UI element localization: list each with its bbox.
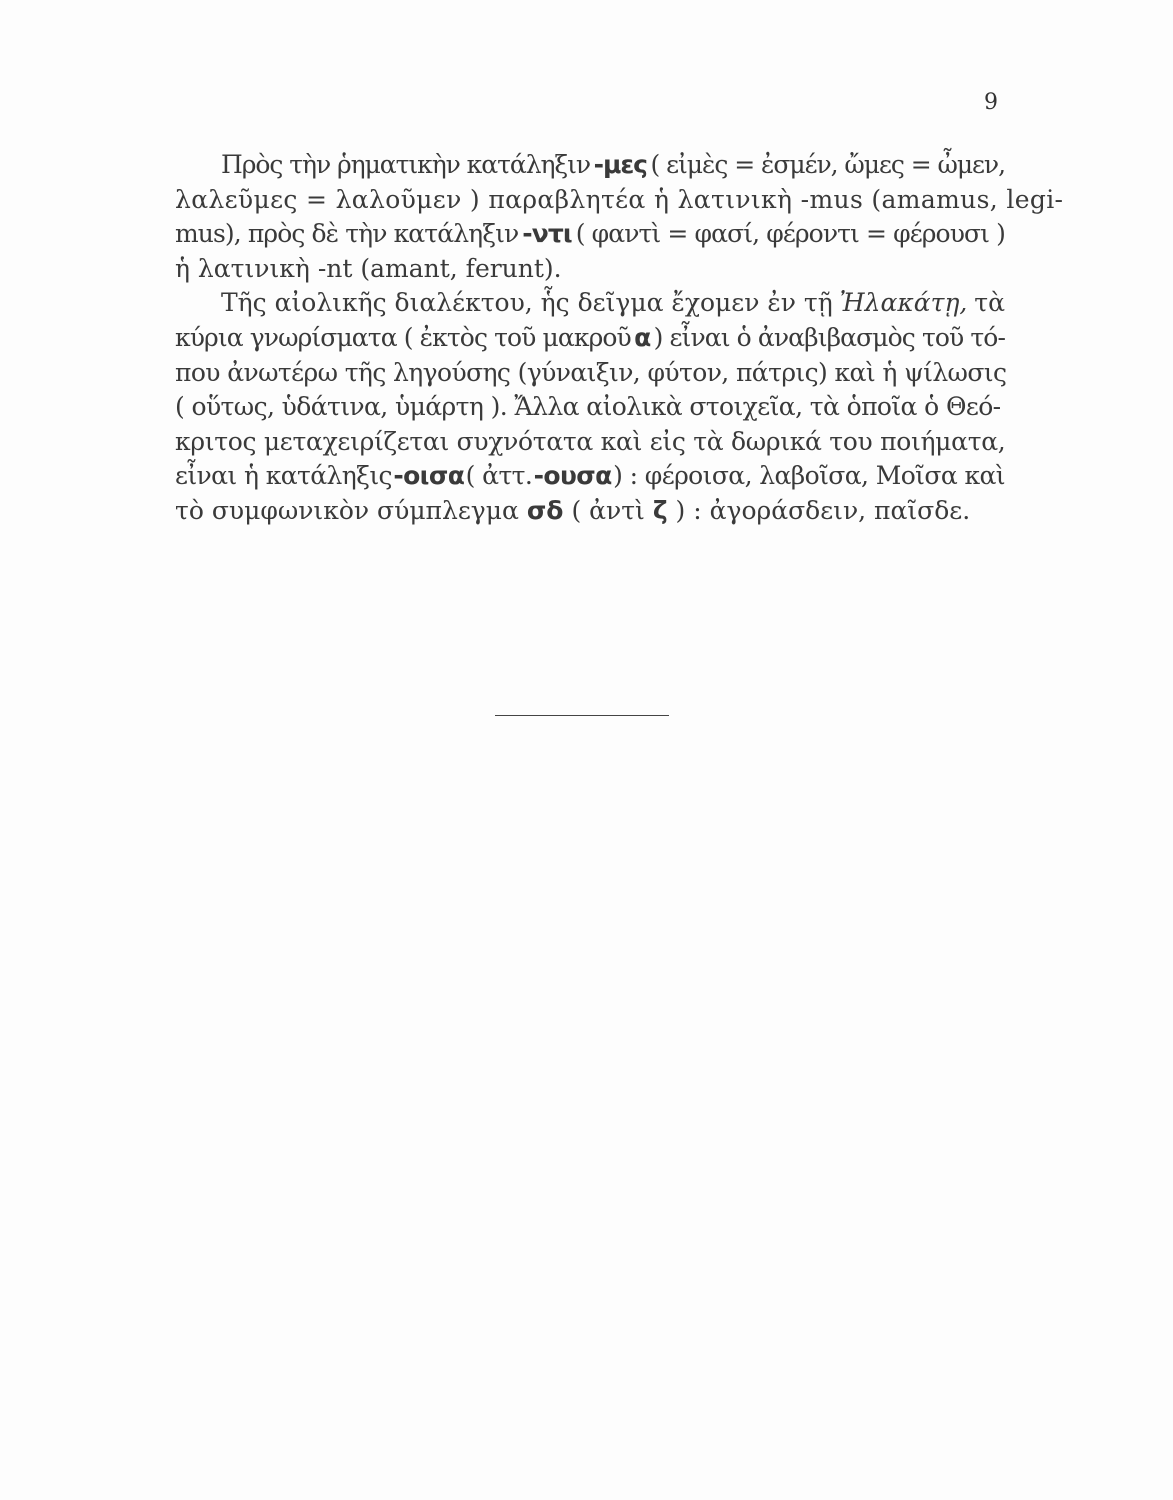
- italic-title: Ἠλακάτῃ,: [839, 288, 968, 318]
- section-divider: [495, 715, 669, 716]
- bold-cluster: σδ: [526, 495, 564, 525]
- p1-line-1: [175, 148, 1005, 183]
- text-run: τὰ: [974, 288, 1005, 318]
- text-run: κριτος μεταχειρίζεται συχνότατα καὶ εἰς τὰ δωρικά του ποιήματα,: [175, 426, 1006, 456]
- bold-ending: -ουσα: [533, 461, 612, 491]
- bold-ending: -ντι: [522, 219, 572, 249]
- p2-line-3: [175, 356, 1005, 391]
- text-run: ) εἶναι ὁ ἀναβιβασμὸς τοῦ τό-: [653, 322, 1005, 352]
- p2-line-7: [175, 494, 1005, 529]
- text-run: ) : φέροισα, λαβοῖσα, Μοῖσα καὶ: [613, 461, 1005, 491]
- p1-line-3: [175, 217, 1005, 252]
- text-run: τὸ συμφωνικὸν σύμπλεγμα: [175, 495, 519, 525]
- text-run: εἶναι ἡ κατάληξις: [175, 461, 392, 491]
- text-run: ( φαντὶ = φασί, φέροντι = φέρουσι ): [575, 219, 1005, 249]
- bold-ending: -οισα: [393, 461, 465, 491]
- body-text: [175, 148, 1064, 529]
- p2-line-6: [175, 459, 1005, 494]
- text-run: ἡ λατινικὴ -nt (amant, ferunt).: [175, 253, 562, 283]
- text-run: που ἀνωτέρω τῆς ληγούσης (γύναιξιν, φύτον, πάτρις) καὶ ἡ ψίλωσις: [175, 357, 1007, 387]
- bold-letter: ζ: [652, 495, 668, 525]
- text-run: ) : ἀγοράσδειν, παῖσδε.: [675, 495, 971, 525]
- bold-ending: -μες: [593, 150, 647, 179]
- bold-letter: α: [634, 322, 651, 352]
- page-number: 9: [984, 90, 998, 115]
- text-run: ( οὕτως, ὑδάτινα, ὑμάρτη ). Ἄλλα αἰολικὰ στοιχεῖα, τὰ ὁποῖα ὁ Θεό-: [175, 392, 1001, 422]
- text-run: mus), πρὸς δὲ τὴν κατάληξιν: [175, 219, 519, 249]
- text-run: ( ἀντὶ: [571, 495, 645, 525]
- p1-line-4: [175, 252, 1005, 287]
- text-run: Πρὸς τὴν ῥηματικὴν κατάληξιν: [221, 150, 591, 179]
- text-run: λαλεῦμες = λαλοῦμεν ) παραβλητέα ἡ λατινικὴ -mus (amamus, legi-: [175, 184, 1064, 214]
- text-run: ( ἀττ.: [465, 461, 533, 491]
- p2-line-1: [175, 286, 1005, 321]
- p1-line-2: [175, 183, 1064, 218]
- text-run: ( εἰμὲς = ἐσμέν, ὤμες = ὦμεν,: [650, 150, 1005, 179]
- p2-line-2: [175, 321, 1005, 356]
- p2-line-5: [175, 425, 1005, 460]
- p2-line-4: [175, 390, 1005, 425]
- text-run: κύρια γνωρίσματα ( ἐκτὸς τοῦ μακροῦ: [175, 322, 631, 352]
- text-run: Τῆς αἰολικῆς διαλέκτου, ἧς δεῖγμα ἔχομεν ἐν τῇ: [221, 288, 833, 318]
